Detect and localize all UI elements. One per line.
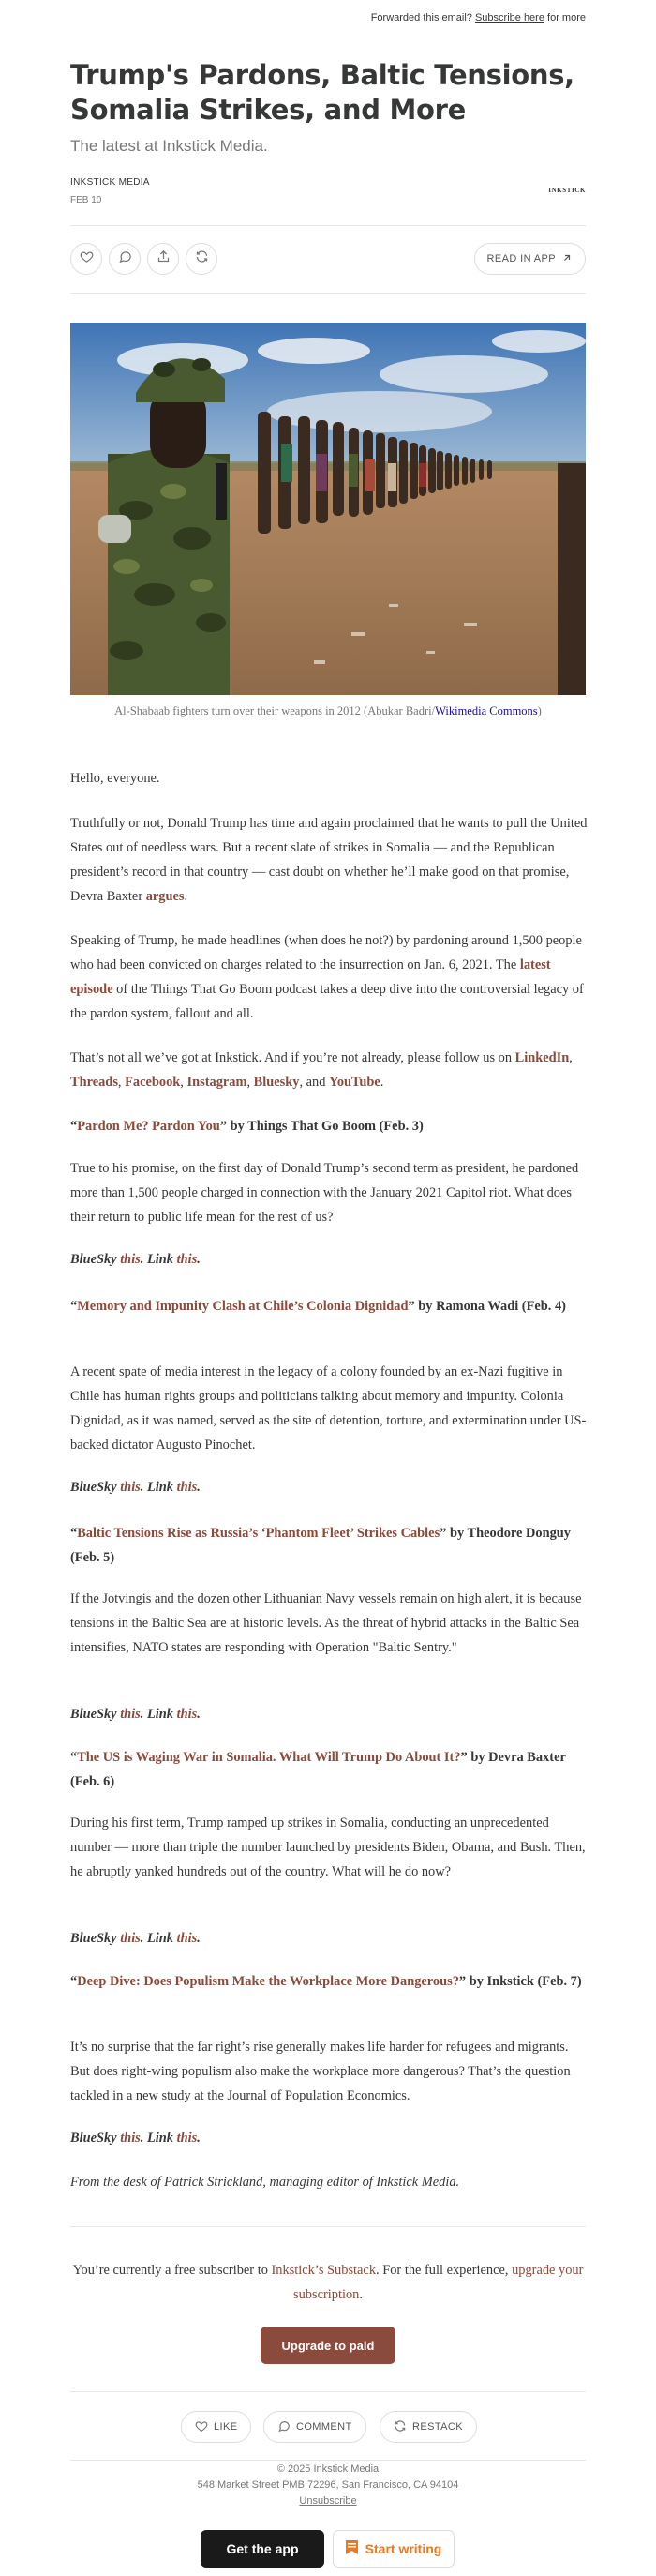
footer-like-button[interactable] [181, 2411, 251, 2443]
intro-paragraph-2 [70, 928, 588, 1026]
bluesky-this-link[interactable]: this [120, 1707, 141, 1722]
footer-like-label: LIKE [214, 2421, 238, 2433]
social-follow-paragraph: That’s not all we’ve got at Inkstick. And if you’re not already, please follow us on LinkedIn, Threads, Facebook, Instagram, Bluesky, and YouTube. [70, 1050, 573, 1090]
caption-end: ) [537, 704, 542, 717]
share-line: BlueSky this. Link this. [70, 1707, 201, 1722]
social-follow-text: That’s not all we’ve got at Inkstick. And if you’re not already, please follow us on [70, 1050, 515, 1065]
article-heading: “Deep Dive: Does Populism Make the Workplace More Dangerous?” by Inkstick (Feb. 7) [70, 1974, 582, 1989]
substack-link[interactable]: Inkstick’s Substack [271, 2263, 377, 2278]
divider [70, 2460, 586, 2461]
intro-paragraph-2-end: of the Things That Go Boom podcast takes a deep dive into the controversial legacy of the pardon system, fallout and all. [70, 982, 584, 1021]
link-label: Link [147, 1931, 173, 1946]
subscription-notice [70, 2258, 586, 2307]
intro-paragraph-1-text: Truthfully or not, Donald Trump has time and again proclaimed that he wants to pull the United States out of needless wars. But a recent slate of strikes in Somalia — and the Republican president’s record in that country — cast doubt on whether he’ll make good on that promise, Devra Baxter [70, 816, 588, 904]
share-line: BlueSky this. Link this. [70, 1480, 201, 1495]
subscription-prefix: You’re currently a free subscriber to [72, 2263, 272, 2278]
divider [70, 293, 586, 294]
share-period: . [197, 1931, 201, 1946]
share-period: . [197, 1707, 201, 1722]
link-label: Link [147, 1707, 173, 1722]
footer-restack-button[interactable] [380, 2411, 477, 2443]
share-line: BlueSky this. Link this. [70, 2131, 201, 2146]
article-title-link[interactable]: Deep Dive: Does Populism Make the Workplace More Dangerous? [77, 1974, 459, 1989]
link-this-link[interactable]: this [176, 1931, 198, 1946]
article-summary: True to his promise, on the first day of Donald Trump’s second term as president, he pardoned more than 1,500 people charged in connection with the January 2021 Capitol riot. What does their return to public life mean for the rest of us? [70, 1161, 579, 1225]
read-in-app-button[interactable] [474, 243, 586, 275]
bluesky-label: BlueSky [70, 2131, 117, 2146]
share-icon [157, 249, 171, 268]
subscription-end: . [359, 2287, 363, 2302]
article-byline: by Devra Baxter (Feb. 6) [70, 1750, 566, 1789]
link-label: Link [147, 1480, 173, 1495]
caption-text: Al-Shabaab fighters turn over their weapons in 2012 (Abukar Badri/ [114, 704, 436, 717]
bluesky-this-link[interactable]: this [120, 1252, 141, 1267]
upgrade-subscription-link[interactable]: upgrade your subscription [293, 2263, 584, 2302]
article-title-link[interactable]: Memory and Impunity Clash at Chile’s Colonia Dignidad [77, 1299, 409, 1314]
bluesky-this-link[interactable]: this [120, 1931, 141, 1946]
divider [70, 2391, 586, 2392]
article-summary: If the Jotvingis and the dozen other Lithuanian Navy vessels remain on high alert, it is because tensions in the Baltic Sea are at historic levels. As the threat of hybrid attacks in the Baltic Sea intensifies, NATO states are responding with Operation "Baltic Sentry." [70, 1591, 582, 1655]
link-this-link[interactable]: this [176, 2131, 198, 2146]
share-line: BlueSky this. Link this. [70, 1252, 201, 1267]
restack-icon [195, 249, 209, 268]
bluesky-this-link[interactable]: this [120, 2131, 141, 2146]
footer-comment-label: COMMENT [296, 2421, 352, 2433]
argues-link[interactable]: argues [145, 889, 185, 904]
bluesky-label: BlueSky [70, 1252, 117, 1267]
start-writing-button[interactable] [333, 2530, 455, 2568]
link-label: Link [147, 1252, 173, 1267]
footer-restack-label: RESTACK [412, 2421, 463, 2433]
post-date: FEB 10 [70, 195, 102, 205]
article-title-link[interactable]: Pardon Me? Pardon You [77, 1119, 220, 1134]
subscription-middle: . For the full experience, [376, 2263, 513, 2278]
bluesky-label: BlueSky [70, 1707, 117, 1722]
forwarded-notice [371, 12, 586, 23]
article-heading: “The US is Waging War in Somalia. What Will Trump Do About It?” by Devra Baxter (Feb. 6) [70, 1750, 566, 1789]
linkedin-link[interactable]: LinkedIn [514, 1050, 570, 1065]
bookmark-icon [346, 2540, 358, 2557]
share-period: . [197, 1252, 201, 1267]
instagram-link[interactable]: Instagram [186, 1075, 247, 1090]
link-label: Link [147, 2131, 173, 2146]
youtube-link[interactable]: YouTube [329, 1075, 380, 1090]
unsubscribe-link[interactable]: Unsubscribe [299, 2495, 357, 2507]
article-byline: by Theodore Donguy (Feb. 5) [70, 1526, 571, 1565]
divider [70, 2226, 586, 2227]
intro-paragraph-1-end: . [184, 889, 188, 904]
facebook-link[interactable]: Facebook [125, 1075, 181, 1090]
start-writing-label: Start writing [365, 2541, 442, 2556]
photo-caption [70, 702, 586, 719]
threads-link[interactable]: Threads [70, 1075, 118, 1090]
divider [70, 225, 586, 226]
publication-logo[interactable]: INKSTICK [548, 187, 586, 194]
article-summary: It’s no surprise that the far right’s rise generally makes life harder for refugees and migrants. But does right-wing populism also make the workplace more dangerous? That’s the question tackled in a new study at the Journal of Population Economics. [70, 2040, 571, 2103]
link-this-link[interactable]: this [176, 1707, 198, 1722]
latest-episode-link[interactable]: latest episode [70, 957, 551, 997]
link-this-link[interactable]: this [176, 1252, 198, 1267]
article-heading: “Memory and Impunity Clash at Chile’s Colonia Dignidad” by Ramona Wadi (Feb. 4) [70, 1299, 566, 1314]
copyright: © 2025 Inkstick Media [276, 2463, 380, 2475]
post-title[interactable]: Trump's Pardons, Baltic Tensions, Somalia Strikes, and More [70, 59, 574, 126]
read-in-app-label: READ IN APP [486, 253, 556, 264]
article-byline: by Ramona Wadi (Feb. 4) [414, 1299, 566, 1314]
bluesky-this-link[interactable]: this [120, 1480, 141, 1495]
post-subtitle: The latest at Inkstick Media. [70, 137, 268, 155]
and-word: and [306, 1075, 326, 1090]
restack-button[interactable] [186, 243, 217, 275]
comment-button[interactable] [109, 243, 141, 275]
publication-name[interactable]: INKSTICK MEDIA [70, 177, 150, 188]
get-the-app-button[interactable]: Get the app [201, 2530, 324, 2568]
article-summary: A recent spate of media interest in the legacy of a colony founded by an ex-Nazi fugitive in Chile has human rights groups and politicians talking about memory and impunity. Colonia Dignidad, as it was named, served as the site of detention, torture, and extermination under US-backed dictator Augusto Pinochet. [70, 1364, 587, 1453]
bluesky-label: BlueSky [70, 1480, 117, 1495]
like-button[interactable] [70, 243, 102, 275]
article-byline: by Inkstick (Feb. 7) [466, 1974, 582, 1989]
link-this-link[interactable]: this [176, 1480, 198, 1495]
article-title-link[interactable]: The US is Waging War in Somalia. What Will Trump Do About It? [77, 1750, 461, 1765]
share-line: BlueSky this. Link this. [70, 1931, 201, 1946]
intro-paragraph-2-text: Speaking of Trump, he made headlines (when does he not?) by pardoning around 1,500 people who had been convicted on charges related to the insurrection on Jan. 6, 2021. The [70, 933, 582, 972]
article-heading: “Pardon Me? Pardon You” by Things That Go Boom (Feb. 3) [70, 1119, 424, 1134]
article-byline: by Things That Go Boom (Feb. 3) [226, 1119, 424, 1134]
upgrade-to-paid-button[interactable]: Upgrade to paid [261, 2327, 395, 2364]
share-period: . [197, 1480, 201, 1495]
signoff: From the desk of Patrick Strickland, managing editor of Inkstick Media. [70, 2175, 460, 2190]
wikimedia-commons-link[interactable]: Wikimedia Commons [435, 704, 538, 717]
bluesky-link[interactable]: Bluesky [253, 1075, 300, 1090]
hero-photo[interactable] [70, 323, 586, 695]
share-period: . [197, 2131, 201, 2146]
greeting: Hello, everyone. [70, 771, 160, 786]
bluesky-label: BlueSky [70, 1931, 117, 1946]
forwarded-suffix: for more [547, 12, 586, 23]
comment-icon [118, 249, 132, 268]
article-summary: During his first term, Trump ramped up strikes in Somalia, conducting an unprecedented number — more than triple the number launched by presidents Biden, Obama, and Bush. Then, he abruptly yanked hundreds out of the country. What will he do now? [70, 1815, 586, 1879]
forwarded-prefix: Forwarded this email? [370, 12, 472, 23]
heart-icon [80, 249, 94, 268]
address: 548 Market Street PMB 72296, San Francisco, CA 94104 [197, 2479, 459, 2491]
article-title-link[interactable]: Baltic Tensions Rise as Russia’s ‘Phantom Fleet’ Strikes Cables [77, 1526, 440, 1541]
intro-paragraph-1 [70, 811, 588, 909]
footer-comment-button[interactable] [263, 2411, 366, 2443]
subscribe-here-link[interactable]: Subscribe here [474, 12, 544, 23]
restack-icon [394, 2419, 407, 2435]
article-heading: “Baltic Tensions Rise as Russia’s ‘Phantom Fleet’ Strikes Cables” by Theodore Donguy (Feb. 5) [70, 1526, 571, 1565]
heart-icon [195, 2419, 208, 2435]
comment-icon [277, 2419, 291, 2435]
arrow-up-right-icon [561, 252, 573, 266]
share-button[interactable] [147, 243, 179, 275]
